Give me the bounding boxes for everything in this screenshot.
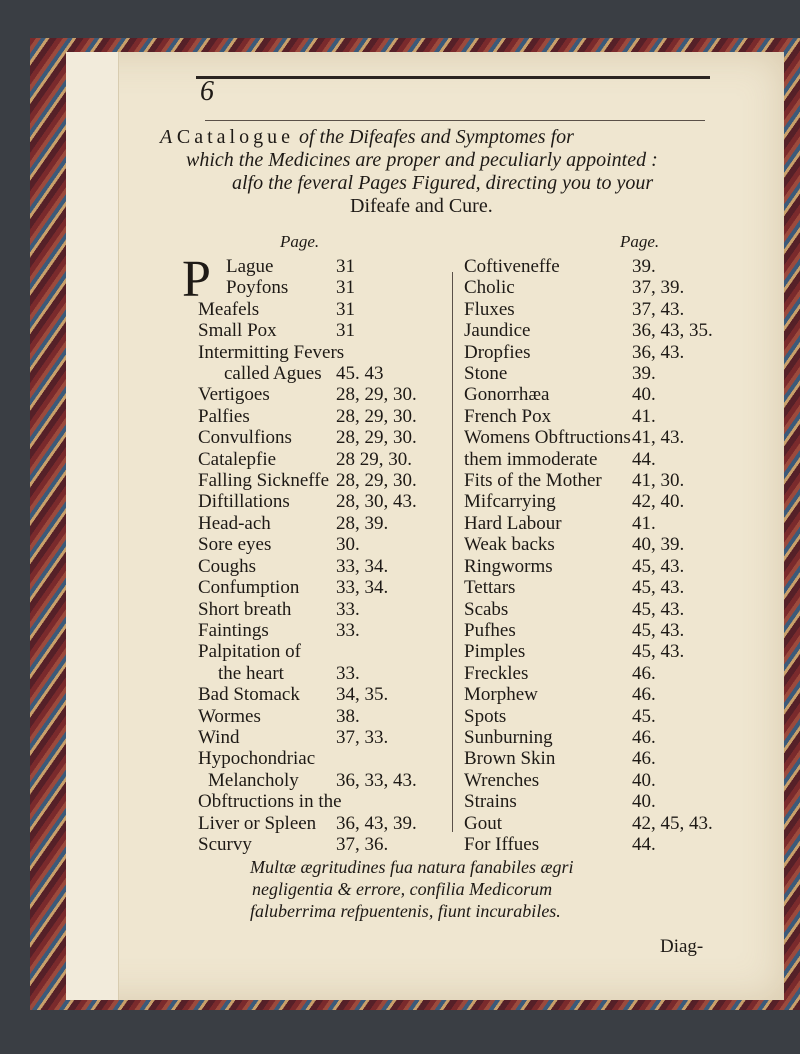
page-references: 42, 40. (632, 491, 685, 513)
disease-name: Hypochondriac (198, 748, 316, 770)
disease-name: Coftiveneffe (464, 256, 560, 277)
disease-name: Jaundice (464, 320, 531, 342)
list-item (464, 727, 784, 748)
page-references: 31 (336, 256, 355, 277)
list-item (464, 577, 784, 598)
list-item (198, 641, 448, 662)
title-line-1 (160, 126, 720, 149)
disease-name: French Pox (464, 405, 552, 427)
title-line-2: which the Medicines are proper and peculiarly appointed : (186, 149, 658, 171)
disease-name: Womens Obftructions (464, 427, 631, 449)
disease-name: For Iffues (464, 833, 540, 855)
disease-name: Confumption (198, 577, 300, 599)
title-rest: of the Difeafes and Symptomes for (298, 126, 574, 148)
disease-name: Gonorrhæa (464, 384, 550, 406)
page-references: 28, 29, 30. (336, 384, 417, 406)
title-line-3: alfo the feveral Pages Figured, directing you to your (232, 172, 654, 194)
list-item (198, 449, 448, 470)
list-item (464, 684, 784, 705)
page-references: 41. (632, 405, 656, 427)
page-references: 37, 33. (336, 726, 389, 748)
disease-name: Tettars (464, 577, 516, 599)
page-references: 46. (632, 662, 656, 684)
list-item (198, 277, 448, 298)
page-references: 45, 43. (632, 577, 685, 599)
list-item (464, 299, 784, 320)
list-item (198, 620, 448, 641)
list-item (198, 748, 448, 769)
list-item (198, 513, 448, 534)
page-references: 37, 39. (632, 277, 685, 299)
disease-name: Ringworms (464, 555, 553, 577)
list-item (464, 556, 784, 577)
page-references: 40. (632, 769, 656, 791)
disease-name: Vertigoes (198, 384, 270, 406)
list-item (464, 813, 784, 834)
page-references: 46. (632, 748, 656, 770)
left-page-heading: Page. (280, 232, 320, 251)
catalogue-title (160, 126, 720, 218)
page-references: 40. (632, 384, 656, 406)
disease-name: Fits of the Mother (464, 470, 602, 492)
page-references: 28 29, 30. (336, 448, 412, 470)
list-item (464, 427, 784, 448)
list-item (464, 513, 784, 534)
list-item (464, 320, 784, 341)
disease-name: Intermitting Fevers (198, 341, 345, 363)
list-item (198, 813, 448, 834)
page-references: 40. (632, 791, 656, 813)
page-references: 33, 34. (336, 577, 389, 599)
page-references: 44. (632, 833, 656, 855)
list-item (464, 599, 784, 620)
disease-name: Coughs (198, 555, 257, 577)
list-item (464, 663, 784, 684)
disease-name: Sore eyes (198, 534, 272, 556)
page-references: 46. (632, 726, 656, 748)
list-item (198, 706, 448, 727)
disease-name: Diftillations (198, 491, 290, 513)
disease-name: Dropfies (464, 341, 531, 363)
disease-name: Small Pox (198, 320, 277, 342)
page-references: 33. (336, 662, 360, 684)
title-prefix: A (160, 126, 172, 148)
page-references: 36, 43, 39. (336, 812, 417, 834)
left-disease-list (198, 256, 448, 855)
page-references: 33. (336, 598, 360, 620)
disease-name: Stone (464, 363, 508, 385)
disease-name: Palfies (198, 405, 250, 427)
disease-name: Bad Stomack (198, 684, 300, 706)
page-references: 28, 29, 30. (336, 470, 417, 492)
catchword: Diag- (660, 936, 704, 957)
background-bottom (0, 1010, 800, 1054)
list-item (198, 299, 448, 320)
right-disease-list (464, 256, 784, 855)
disease-name: Faintings (198, 619, 269, 641)
latin-line-2: negligentia & errore, confilia Medicorum (252, 879, 553, 899)
page-references: 31 (336, 320, 355, 342)
list-item (198, 406, 448, 427)
page-references: 28, 30, 43. (336, 491, 417, 513)
disease-name: Gout (464, 812, 502, 834)
list-item (464, 470, 784, 491)
disease-name: Pufhes (464, 619, 516, 641)
disease-name: called Agues (224, 363, 322, 385)
latin-motto (250, 856, 710, 922)
disease-name: Palpitation of (198, 641, 301, 663)
list-item (464, 706, 784, 727)
disease-name: Wormes (198, 705, 261, 727)
disease-name: Cholic (464, 277, 515, 299)
page-references: 38. (336, 705, 360, 727)
page-references: 39. (632, 363, 656, 385)
disease-name: Lague (226, 256, 274, 277)
disease-name: Strains (464, 791, 517, 813)
disease-name: Freckles (464, 662, 529, 684)
list-item (198, 363, 448, 384)
list-item (464, 342, 784, 363)
list-item (198, 427, 448, 448)
list-item (198, 684, 448, 705)
list-item (464, 620, 784, 641)
page-references: 45. 43 (336, 363, 384, 385)
list-item (464, 641, 784, 662)
list-item (464, 791, 784, 812)
page-number: 6 (200, 76, 214, 107)
list-item (198, 342, 448, 363)
list-item (198, 577, 448, 598)
disease-name: Morphew (464, 684, 538, 706)
column-divider (452, 272, 453, 832)
header-rule (196, 76, 710, 79)
title-line-4: Difeafe and Cure. (350, 195, 493, 217)
page-references: 28, 39. (336, 512, 389, 534)
disease-name: Convulfions (198, 427, 292, 449)
page-references: 30. (336, 534, 360, 556)
list-item (198, 834, 448, 855)
disease-name: Brown Skin (464, 748, 556, 770)
list-item (464, 277, 784, 298)
disease-name: Catalepfie (198, 448, 277, 470)
disease-name: Wrenches (464, 769, 540, 791)
disease-name: Fluxes (464, 298, 515, 320)
disease-name: Weak backs (464, 534, 555, 556)
list-item (198, 491, 448, 512)
page-references: 41, 43. (632, 427, 685, 449)
disease-name: Spots (464, 705, 507, 727)
latin-line-3: faluberrima refpuentenis, fiunt incurabiles. (250, 901, 561, 921)
list-item (198, 320, 448, 341)
list-item (198, 791, 448, 812)
disease-name: Liver or Spleen (198, 812, 317, 834)
disease-name: Pimples (464, 641, 526, 663)
list-item (464, 748, 784, 769)
page-references: 45, 43. (632, 555, 685, 577)
list-item (198, 599, 448, 620)
disease-name: Sunburning (464, 726, 553, 748)
disease-name: Meafels (198, 298, 260, 320)
disease-name: Wind (198, 726, 240, 748)
page-references: 45, 43. (632, 598, 685, 620)
disease-name: Poyfons (226, 277, 289, 299)
disease-name: Scurvy (198, 833, 252, 855)
list-item (198, 727, 448, 748)
page-references: 33. (336, 619, 360, 641)
page-references: 42, 45, 43. (632, 812, 713, 834)
page-references: 46. (632, 684, 656, 706)
page-references: 45. (632, 705, 656, 727)
drop-cap: P (182, 251, 211, 308)
page-references: 44. (632, 448, 656, 470)
page-references: 31 (336, 298, 355, 320)
page-references: 33, 34. (336, 555, 389, 577)
list-item (198, 256, 448, 277)
page-references: 45, 43. (632, 619, 685, 641)
page-references: 41. (632, 512, 656, 534)
page-references: 37, 36. (336, 833, 389, 855)
page-references: 36, 43. (632, 341, 685, 363)
list-item (464, 384, 784, 405)
page-references: 40, 39. (632, 534, 685, 556)
list-item (464, 256, 784, 277)
page-gutter (66, 52, 119, 1000)
right-page-heading: Page. (620, 232, 660, 251)
page-references: 28, 29, 30. (336, 427, 417, 449)
disease-name: Obftructions in the (198, 791, 342, 813)
list-item (464, 834, 784, 855)
list-item (198, 663, 448, 684)
page-references: 39. (632, 256, 656, 277)
disease-name: the heart (218, 662, 284, 684)
page-references: 37, 43. (632, 298, 685, 320)
title-rule (205, 120, 705, 121)
list-item (198, 470, 448, 491)
title-catalogue: Catalogue (176, 126, 294, 148)
list-item (464, 406, 784, 427)
disease-name: Head-ach (198, 512, 271, 534)
list-item (464, 491, 784, 512)
list-item (464, 449, 784, 470)
page-references: 34, 35. (336, 684, 389, 706)
page-references: 41, 30. (632, 470, 685, 492)
disease-name: Melancholy (208, 769, 299, 791)
disease-name: them immoderate (464, 448, 598, 470)
list-item (198, 534, 448, 555)
disease-name: Mifcarrying (464, 491, 556, 513)
list-item (198, 770, 448, 791)
page-references: 28, 29, 30. (336, 405, 417, 427)
list-item (198, 556, 448, 577)
list-item (464, 534, 784, 555)
disease-name: Scabs (464, 598, 509, 620)
list-item (198, 384, 448, 405)
page-references: 36, 43, 35. (632, 320, 713, 342)
page-references: 31 (336, 277, 355, 299)
disease-name: Hard Labour (464, 512, 562, 534)
latin-line-1: Multæ ægritudines fua natura fanabiles ægri (250, 857, 574, 877)
list-item (464, 363, 784, 384)
disease-name: Short breath (198, 598, 292, 620)
list-item (464, 770, 784, 791)
page-references: 45, 43. (632, 641, 685, 663)
disease-name: Falling Sickneffe (198, 470, 330, 492)
page-references: 36, 33, 43. (336, 769, 417, 791)
